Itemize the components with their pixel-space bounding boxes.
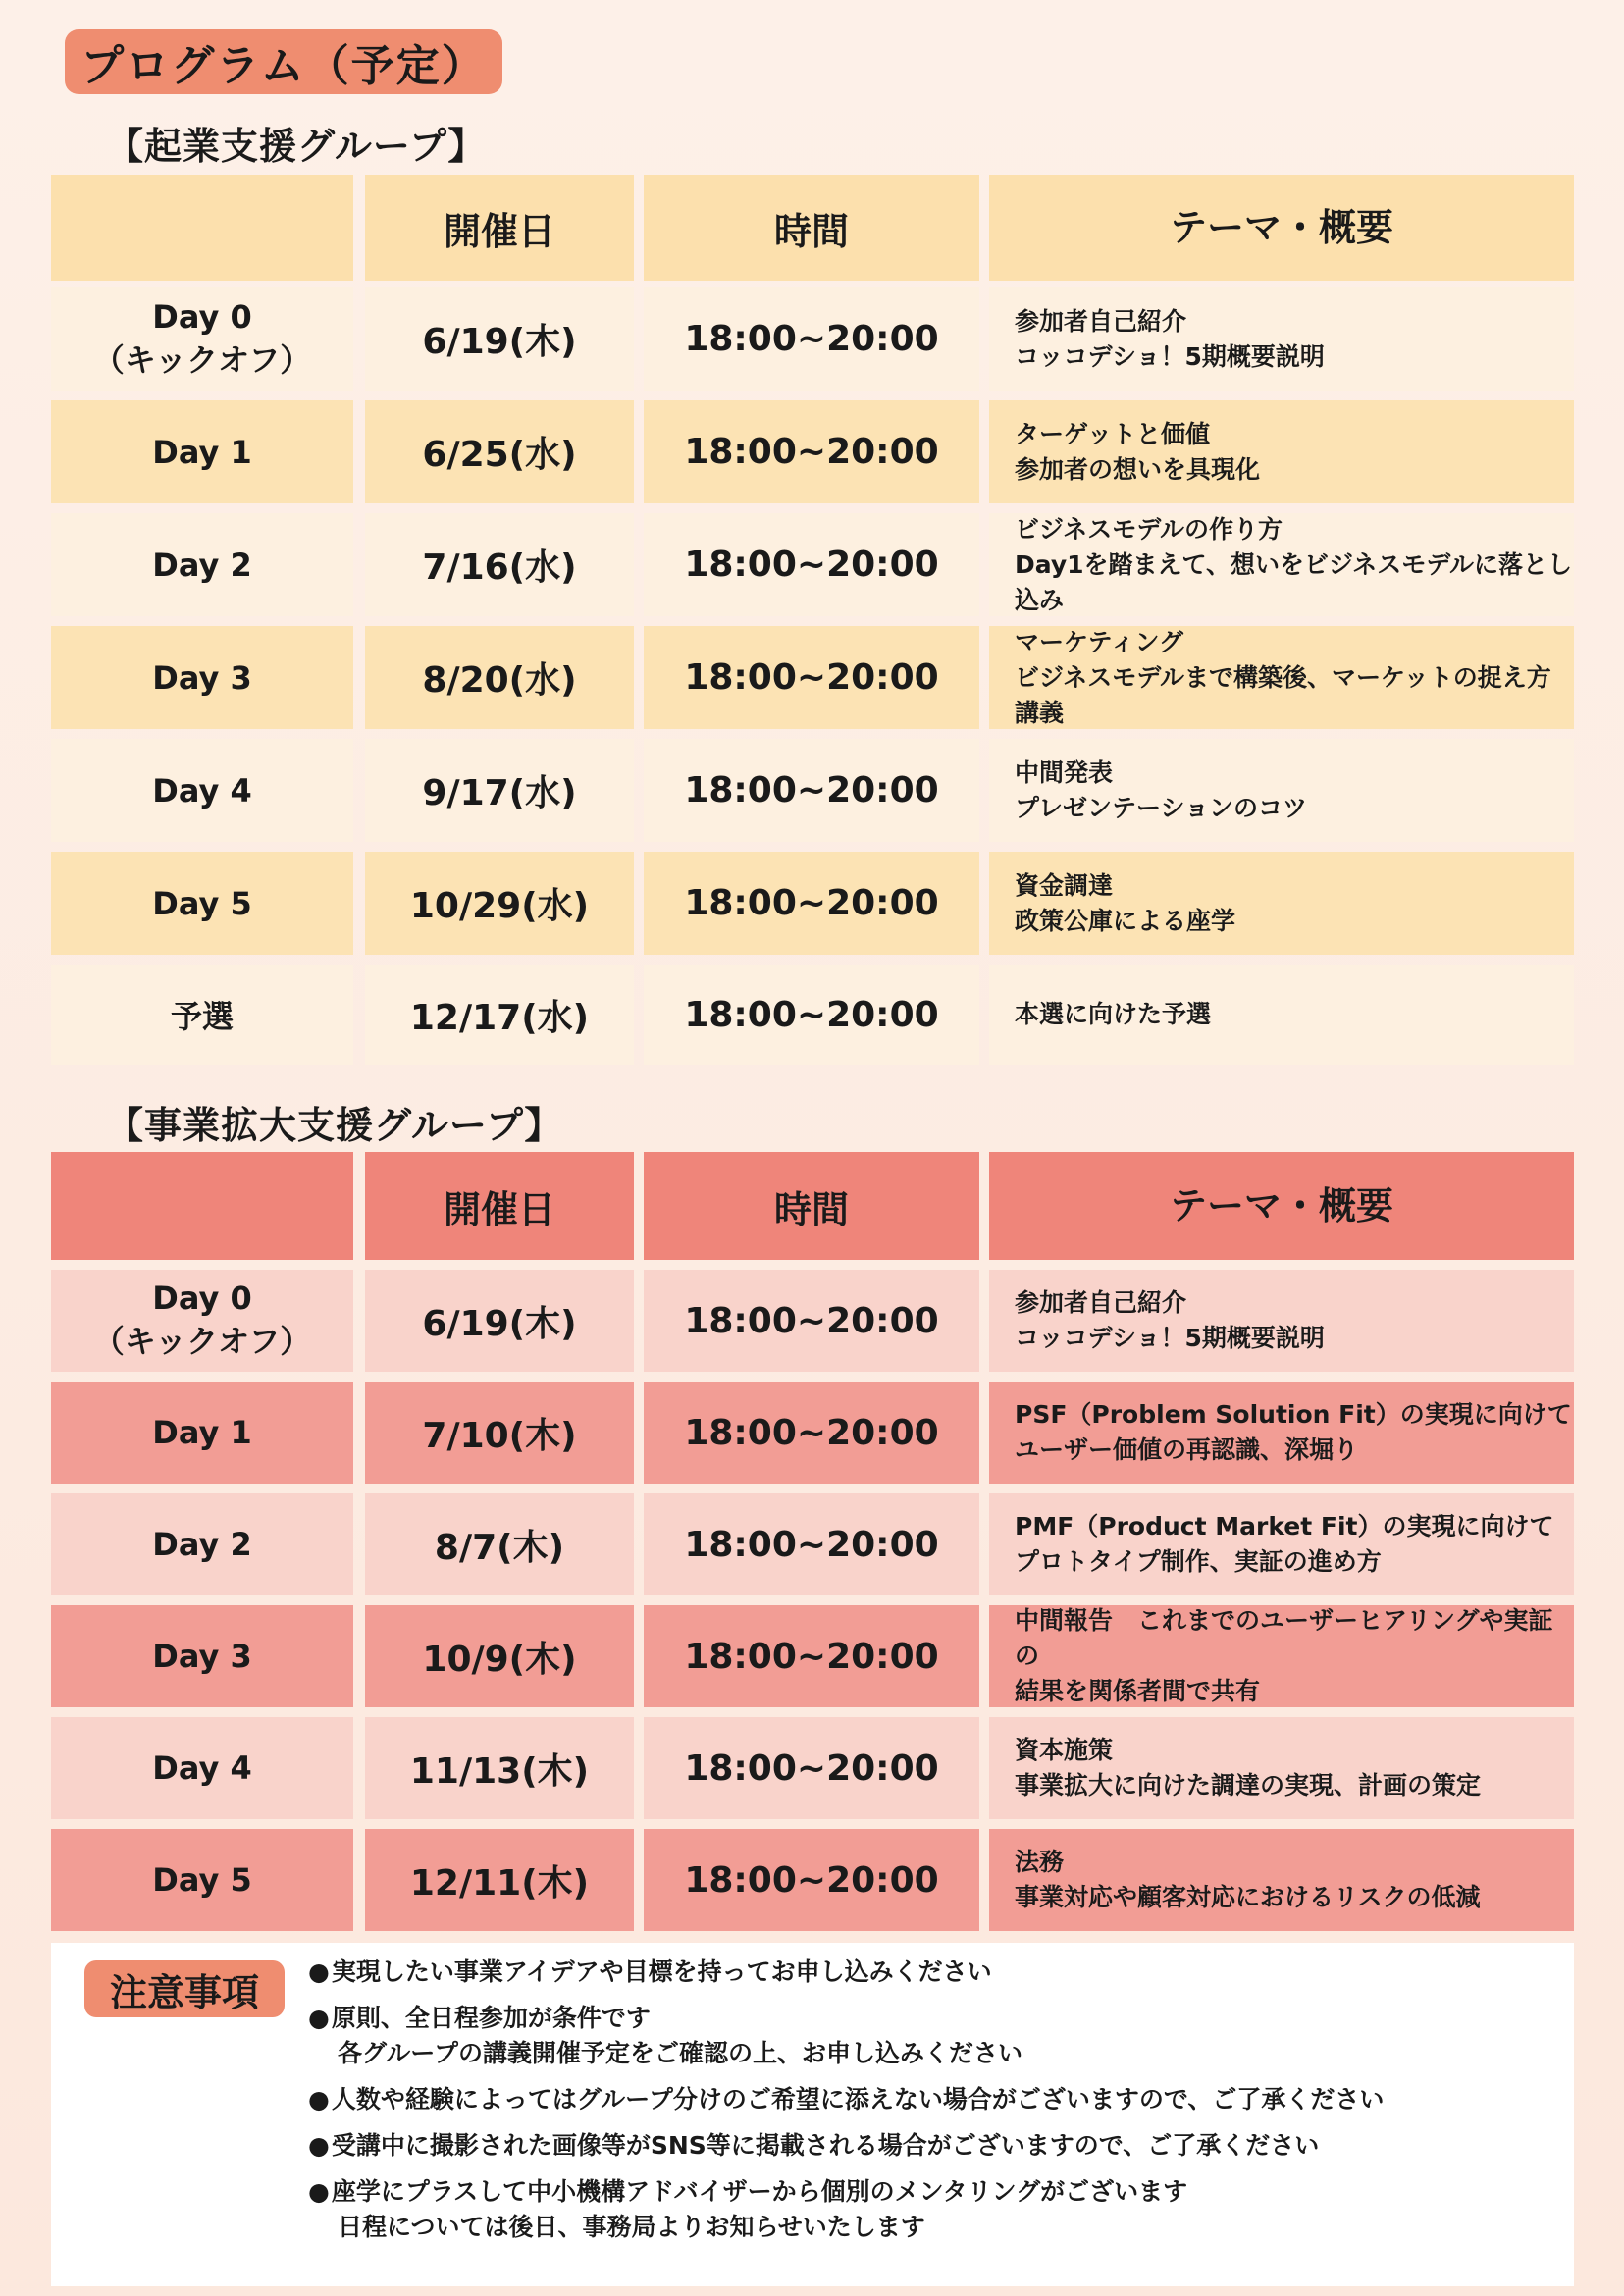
- row-theme: 資金調達 政策公庫による座学: [989, 852, 1574, 955]
- row-theme: 中間発表 プレゼンテーションのコツ: [989, 739, 1574, 842]
- row-date: 7/16(水): [365, 513, 634, 616]
- table-row: [51, 965, 1574, 1065]
- bullet-icon: ●: [308, 2004, 330, 2032]
- row-time: 18:00~20:00: [644, 513, 979, 616]
- row-time: 18:00~20:00: [644, 1270, 979, 1372]
- list-item: ●実現したい事業アイデアや目標を持ってお申し込みください: [308, 1957, 992, 1986]
- row-day: Day 4: [51, 1717, 353, 1819]
- list-item: ●人数や経験によってはグループ分けのご希望に添えない場合がございますので、ご了承ください: [308, 2085, 1385, 2113]
- table-row: [51, 852, 1574, 955]
- list-item: ●原則、全日程参加が条件です 各グループの講義開催予定をご確認の上、お申し込みください: [308, 2004, 1023, 2067]
- row-time: 18:00~20:00: [644, 626, 979, 729]
- table-header-row: [51, 1152, 1574, 1260]
- row-day: 予選: [51, 965, 353, 1065]
- row-day: Day 3: [51, 626, 353, 729]
- row-theme: 参加者自己紹介 コッコデショ！5期概要説明: [989, 1270, 1574, 1372]
- row-date: 6/25(水): [365, 400, 634, 503]
- header-day: [51, 175, 353, 281]
- row-day: Day 0 （キックオフ）: [51, 287, 353, 391]
- table-row: [51, 1829, 1574, 1931]
- header-date: 開催日: [365, 1152, 634, 1260]
- row-theme: 本選に向けた予選: [989, 965, 1574, 1065]
- row-date: 10/29(水): [365, 852, 634, 955]
- header-time: 時間: [644, 175, 979, 281]
- table-header-row: [51, 175, 1574, 281]
- row-date: 10/9(木): [365, 1605, 634, 1707]
- row-day: Day 2: [51, 513, 353, 616]
- group-heading-startup: 【起業支援グループ】: [106, 125, 487, 168]
- notes-label: 注意事項: [84, 1960, 285, 2017]
- row-time: 18:00~20:00: [644, 965, 979, 1065]
- table-row: [51, 626, 1574, 729]
- row-time: 18:00~20:00: [644, 400, 979, 503]
- row-date: 8/20(水): [365, 626, 634, 729]
- table-row: [51, 739, 1574, 842]
- row-day: Day 0 （キックオフ）: [51, 1270, 353, 1372]
- notes-list: [308, 1955, 1554, 2256]
- row-time: 18:00~20:00: [644, 739, 979, 842]
- table-row: [51, 1382, 1574, 1484]
- header-theme: テーマ・概要: [989, 175, 1574, 281]
- row-date: 7/10(木): [365, 1382, 634, 1484]
- row-time: 18:00~20:00: [644, 1605, 979, 1707]
- row-time: 18:00~20:00: [644, 287, 979, 391]
- table-row: [51, 1493, 1574, 1595]
- row-day: Day 3: [51, 1605, 353, 1707]
- row-time: 18:00~20:00: [644, 1382, 979, 1484]
- header-date: 開催日: [365, 175, 634, 281]
- row-day: Day 4: [51, 739, 353, 842]
- row-theme: PSF（Problem Solution Fit）の実現に向けて ユーザー価値の再認識、深堀り: [989, 1382, 1574, 1484]
- row-time: 18:00~20:00: [644, 1717, 979, 1819]
- row-date: 9/17(水): [365, 739, 634, 842]
- table-row: [51, 287, 1574, 391]
- row-theme: 法務 事業対応や顧客対応におけるリスクの低減: [989, 1829, 1574, 1931]
- row-day: Day 5: [51, 852, 353, 955]
- row-theme: 中間報告 これまでのユーザーヒアリングや実証の 結果を関係者間で共有: [989, 1605, 1574, 1707]
- row-day: Day 2: [51, 1493, 353, 1595]
- header-time: 時間: [644, 1152, 979, 1260]
- bullet-icon: ●: [308, 2131, 330, 2160]
- row-day: Day 5: [51, 1829, 353, 1931]
- table-row: [51, 1717, 1574, 1819]
- notes-section: [51, 1943, 1574, 2286]
- row-theme: ターゲットと価値 参加者の想いを具現化: [989, 400, 1574, 503]
- bullet-icon: ●: [308, 2085, 330, 2113]
- row-date: 6/19(木): [365, 287, 634, 391]
- list-item: ●受講中に撮影された画像等がSNS等に掲載される場合がございますので、ご了承ください: [308, 2131, 1320, 2160]
- row-date: 12/17(水): [365, 965, 634, 1065]
- table-row: [51, 513, 1574, 616]
- row-theme: PMF（Product Market Fit）の実現に向けて プロトタイプ制作、実証の進め方: [989, 1493, 1574, 1595]
- row-date: 11/13(木): [365, 1717, 634, 1819]
- row-theme: マーケティング ビジネスモデルまで構築後、マーケットの捉え方講義: [989, 626, 1574, 729]
- table-row: [51, 1270, 1574, 1372]
- row-time: 18:00~20:00: [644, 1493, 979, 1595]
- header-theme: テーマ・概要: [989, 1152, 1574, 1260]
- row-theme: ビジネスモデルの作り方 Day1を踏まえて、想いをビジネスモデルに落とし込み: [989, 513, 1574, 616]
- bullet-icon: ●: [308, 1957, 330, 1986]
- row-date: 8/7(木): [365, 1493, 634, 1595]
- group-heading-expansion: 【事業拡大支援グループ】: [106, 1104, 563, 1147]
- page-title: プログラム（予定）: [65, 29, 502, 94]
- row-time: 18:00~20:00: [644, 1829, 979, 1931]
- row-time: 18:00~20:00: [644, 852, 979, 955]
- row-date: 12/11(木): [365, 1829, 634, 1931]
- row-theme: 参加者自己紹介 コッコデショ！5期概要説明: [989, 287, 1574, 391]
- bullet-icon: ●: [308, 2177, 330, 2206]
- row-day: Day 1: [51, 400, 353, 503]
- row-date: 6/19(木): [365, 1270, 634, 1372]
- list-item: ●座学にプラスして中小機構アドバイザーから個別のメンタリングがございます 日程については後日、事務局よりお知らせいたします: [308, 2177, 1188, 2241]
- table-row: [51, 1605, 1574, 1707]
- table-row: [51, 400, 1574, 503]
- row-day: Day 1: [51, 1382, 353, 1484]
- header-day: [51, 1152, 353, 1260]
- row-theme: 資本施策 事業拡大に向けた調達の実現、計画の策定: [989, 1717, 1574, 1819]
